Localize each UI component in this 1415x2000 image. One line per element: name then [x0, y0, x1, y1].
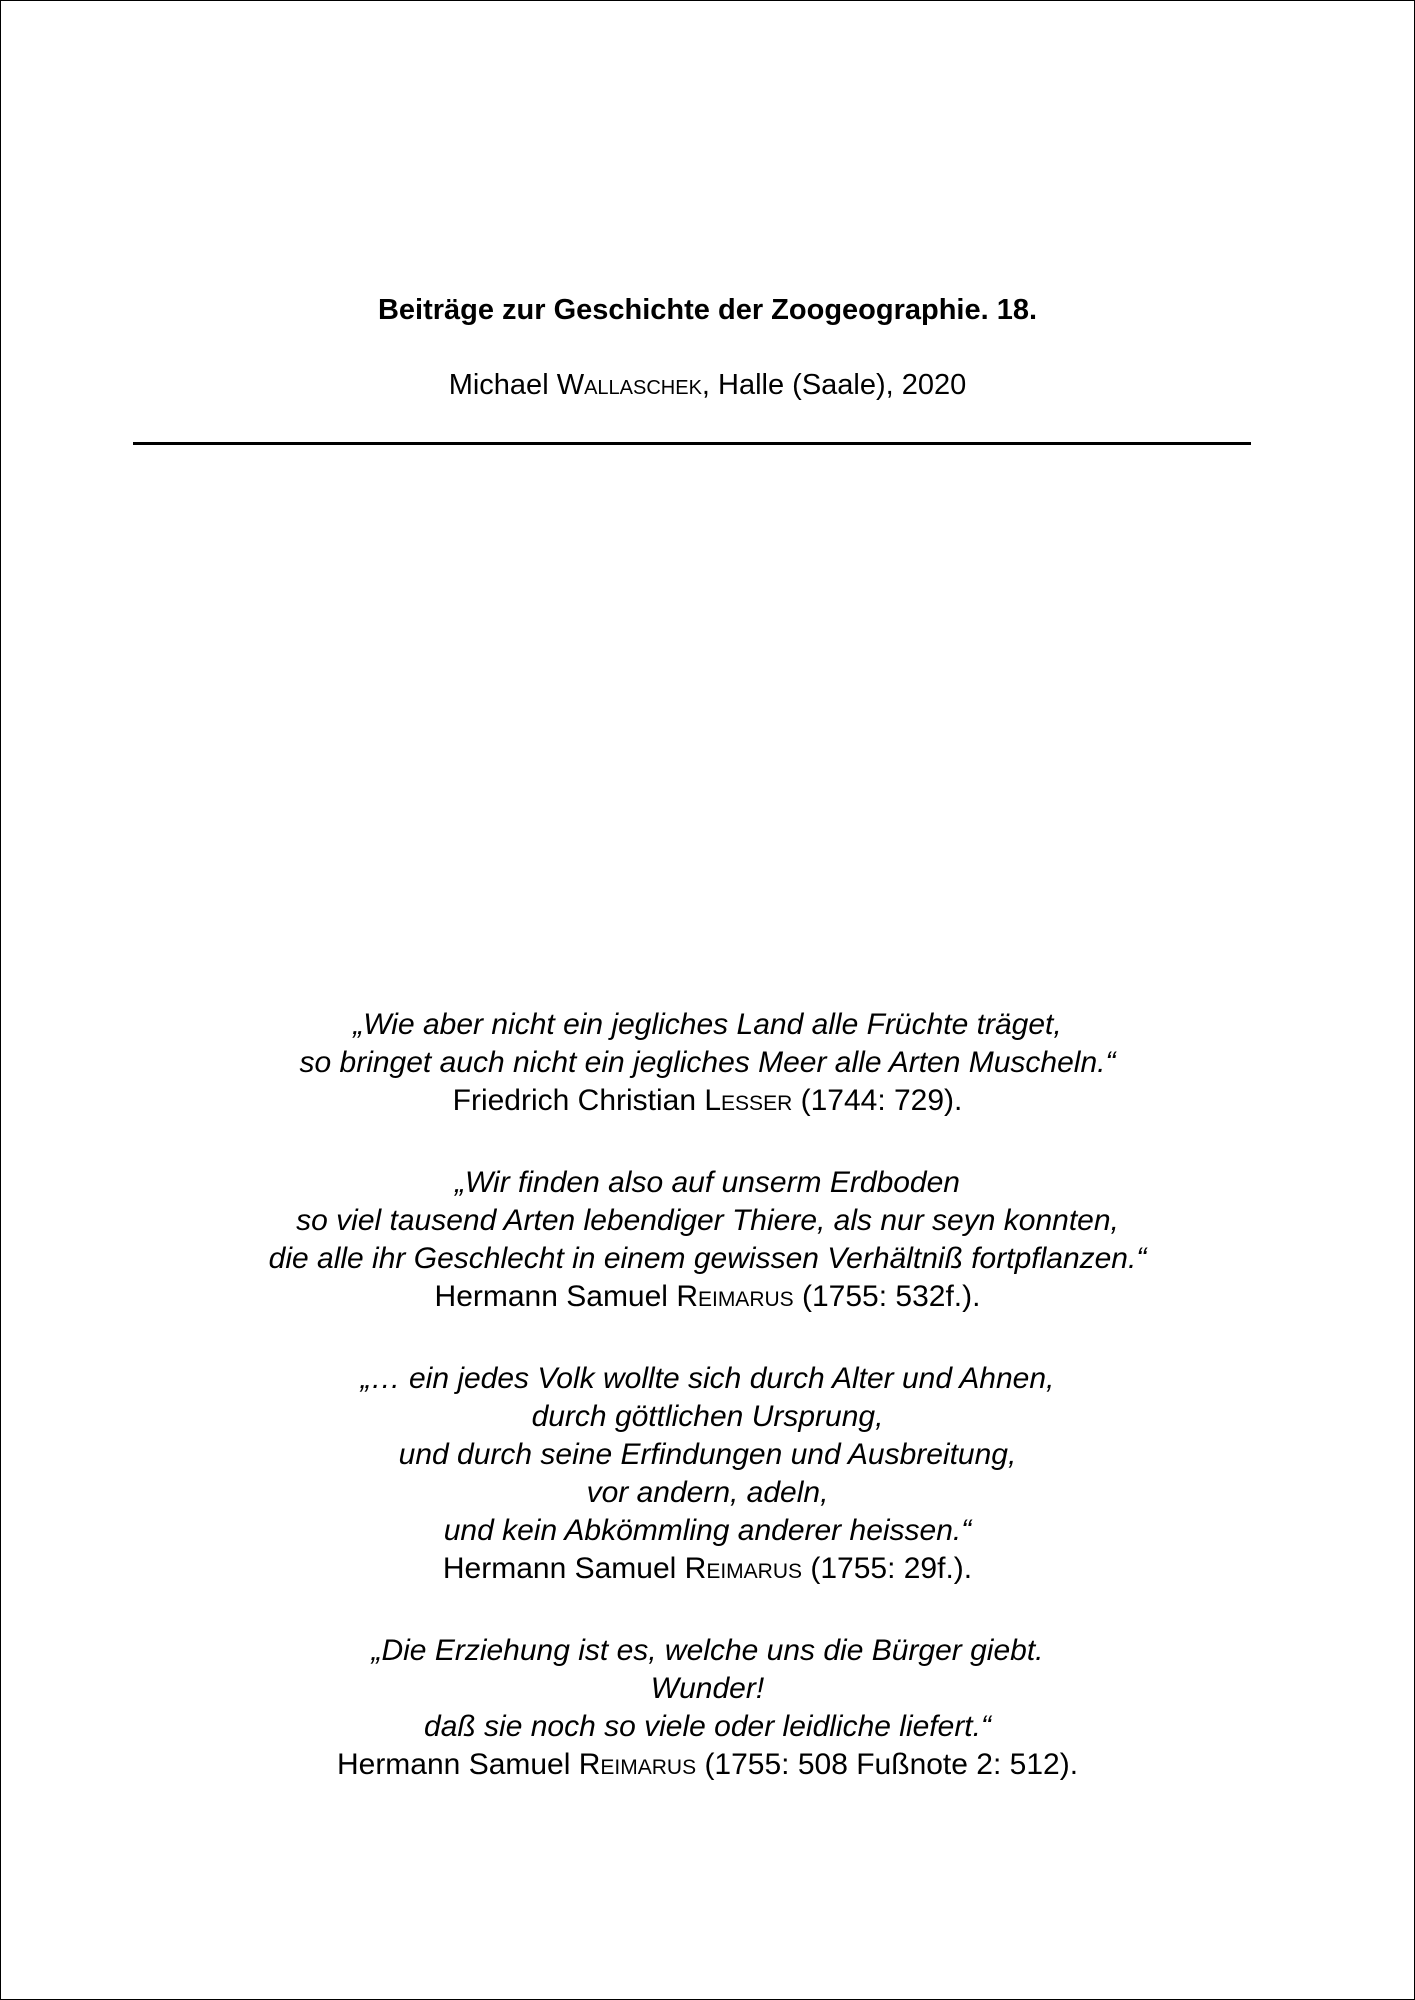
source-surname: Reimarus: [578, 1748, 697, 1781]
epigraph: [1, 1164, 1414, 1316]
quote-source: [1, 1746, 1414, 1784]
page-title: Beiträge zur Geschichte der Zoogeographie. 18.: [377, 294, 1038, 326]
quote-line: und durch seine Erfindungen und Ausbreitung,: [398, 1438, 1017, 1471]
source-citation: (1755: 29f.).: [802, 1552, 973, 1585]
quote-line: so viel tausend Arten lebendiger Thiere, als nur seyn konnten,: [296, 1204, 1119, 1237]
quote-line: durch göttlichen Ursprung,: [531, 1400, 884, 1433]
quote-line: vor andern, adeln,: [586, 1476, 829, 1509]
source-surname: Lesser: [704, 1084, 793, 1117]
author-place-year: , Halle (Saale), 2020: [701, 369, 967, 401]
quote-line: „Die Erziehung ist es, welche uns die Bürger giebt.: [371, 1634, 1044, 1667]
quote-line: so bringet auch nicht ein jegliches Meer alle Arten Muscheln.“: [299, 1046, 1116, 1079]
quote-line: „Wie aber nicht ein jegliches Land alle Früchte träget,: [353, 1008, 1062, 1041]
source-first-name: Hermann Samuel: [442, 1552, 685, 1585]
quote-source: [1, 1082, 1414, 1120]
epigraph: [1, 1632, 1414, 1784]
quote-line: die alle ihr Geschlecht in einem gewissen Verhältniß fortpflanzen.“: [268, 1242, 1147, 1275]
author-surname: Wallaschek: [556, 369, 702, 401]
source-surname: Reimarus: [684, 1552, 803, 1585]
source-citation: (1755: 532f.).: [793, 1280, 981, 1313]
quote-line: „Wir finden also auf unserm Erdboden: [455, 1166, 960, 1199]
epigraph: [1, 1360, 1414, 1588]
quote-line: Wunder!: [650, 1672, 765, 1705]
epigraph: [1, 1006, 1414, 1120]
author-line: [1, 363, 1414, 407]
quote-source: [1, 1550, 1414, 1588]
quote-line: und kein Abkömmling anderer heissen.“: [443, 1514, 972, 1547]
source-first-name: Hermann Samuel: [434, 1280, 677, 1313]
author-first-name: Michael: [448, 369, 557, 401]
source-surname: Reimarus: [676, 1280, 794, 1313]
quote-source: [1, 1278, 1414, 1316]
quote-line: „… ein jedes Volk wollte sich durch Alter und Ahnen,: [360, 1362, 1055, 1395]
title-divider: [133, 442, 1251, 445]
source-first-name: Friedrich Christian: [452, 1084, 705, 1117]
epigraphs: [1, 1006, 1414, 1828]
source-citation: (1744: 729).: [792, 1084, 963, 1117]
source-citation: (1755: 508 Fußnote 2: 512).: [696, 1748, 1079, 1781]
source-first-name: Hermann Samuel: [336, 1748, 579, 1781]
quote-line: daß sie noch so viele oder leidliche liefert.“: [424, 1710, 991, 1743]
